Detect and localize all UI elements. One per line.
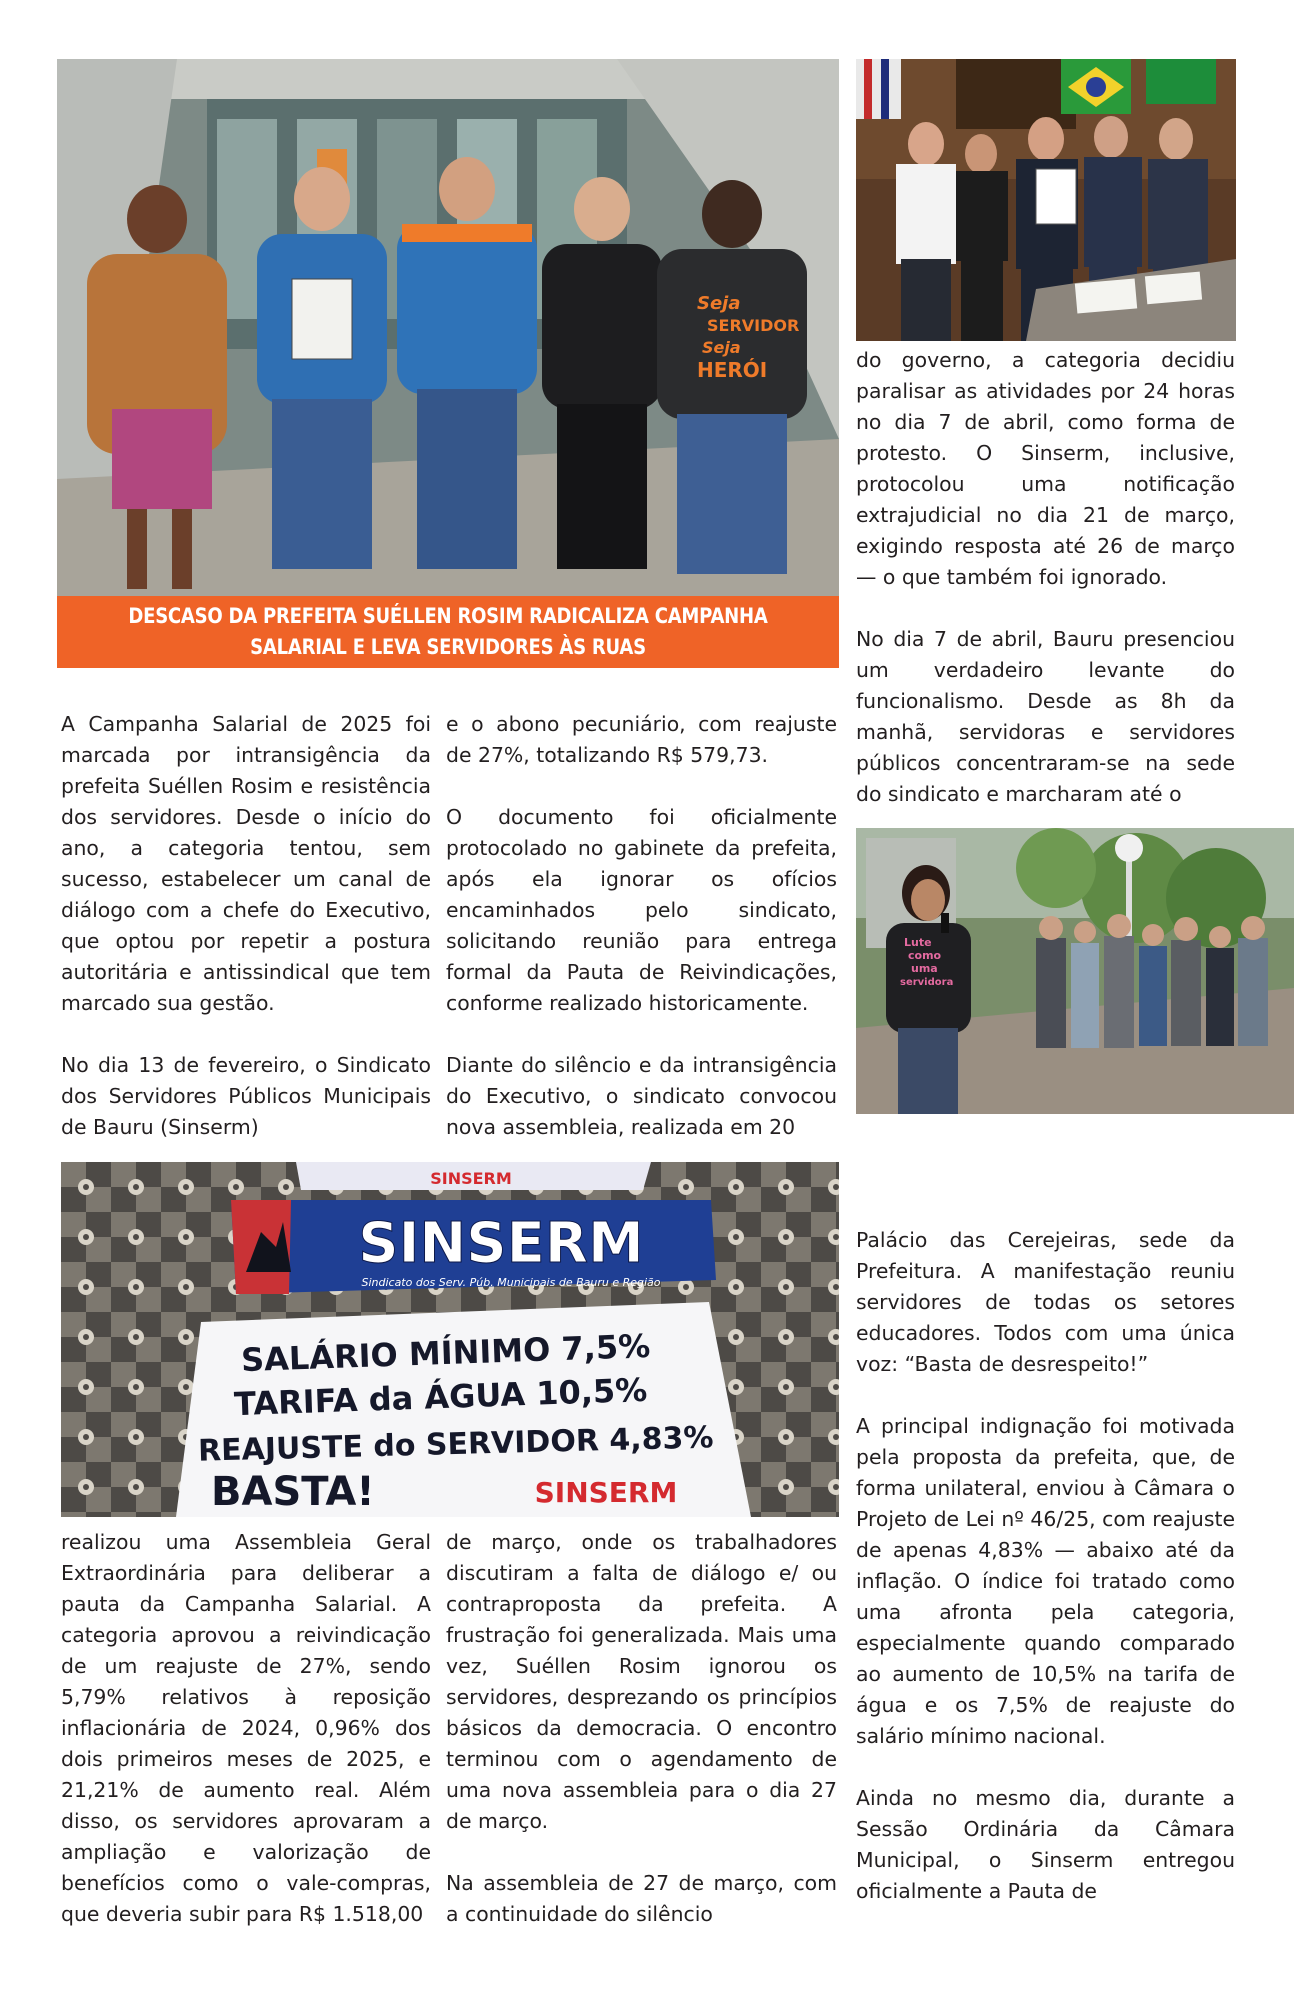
paragraph: A Campanha Salarial de 2025 foi marcada por intransigência da prefeita Suéllen Rosim e resistência dos servidores. Desde o início do ano, a categoria tentou, sem sucesso, estabelecer um canal de diálogo com a chefe do Executivo, que optou por repetir a postura autoritária e antissindical que tem marcado sua gestão. <box>61 712 431 1015</box>
paragraph: realizou uma Assembleia Geral Extraordinária para deliberar a pauta da Campanha Salarial. A categoria aprovou a reivindicação de um reajuste de 27%, sendo 5,79% relativos à reposição inflacionária de 2024, 0,96% dos dois primeiros meses de 2025, e 21,21% de aumento real. Além disso, os servidores aprovaram a ampliação e valorização de benefícios como o vale-compras, que deveria subir para R$ 1.518,00 <box>61 1530 431 1926</box>
shirt-text: SERVIDOR <box>707 316 800 335</box>
headline-text: DESCASO DA PREFEITA SUÉLLEN ROSIM RADICALIZA CAMPANHA SALARIAL E LEVA SERVIDORES ÀS RUAS <box>128 604 768 659</box>
paragraph: Ainda no mesmo dia, durante a Sessão Ordinária da Câmara Municipal, o Sinserm entregou oficialmente a Pauta de <box>856 1786 1235 1903</box>
column-1-top <box>61 709 431 1143</box>
paragraph: O documento foi oficialmente protocolado no gabinete da prefeita, após ela ignorar os ofícios encaminhados pelo sindicato, solicitando reunião para entrega formal da Pauta de Reivindicações, conforme realizado historicamente. <box>446 805 837 1015</box>
paragraph: Na assembleia de 27 de março, com a continuidade do silêncio <box>446 1871 837 1926</box>
shirt-text: Lute <box>904 936 932 949</box>
column-2-bottom <box>446 1527 837 1930</box>
council-photo <box>856 59 1236 341</box>
banner-photo <box>61 1162 839 1517</box>
banner-line: BASTA! <box>211 1469 375 1515</box>
banner-logo-text: SINSERM <box>358 1211 644 1276</box>
paragraph: No dia 13 de fevereiro, o Sindicato dos Servidores Públicos Municipais de Bauru (Sinserm) <box>61 1053 431 1139</box>
group-photo <box>57 59 839 596</box>
shirt-text: HERÓI <box>697 358 768 382</box>
column-1-bottom <box>61 1527 431 1930</box>
paragraph: do governo, a categoria decidiu paralisar as atividades por 24 horas no dia 7 de abril, como forma de protesto. O Sinserm, inclusive, protocolou uma notificação extrajudicial no dia 21 de março, exigindo resposta até 26 de março — o que também foi ignorado. <box>856 348 1235 589</box>
shirt-text: servidora <box>900 977 954 988</box>
banner-top-text: SINSERM <box>430 1169 512 1188</box>
shirt-text: como <box>908 949 942 962</box>
protest-photo <box>856 828 1294 1114</box>
banner-subtitle: Sindicato dos Serv. Púb. Municipais de Bauru e Região <box>361 1276 661 1289</box>
banner-sign: SINSERM <box>534 1476 678 1509</box>
banner-line: REAJUSTE do SERVIDOR 4,83% <box>197 1420 714 1469</box>
paragraph: Diante do silêncio e da intransigência do Executivo, o sindicato convocou nova assembleia, realizada em 20 <box>446 1053 837 1139</box>
paragraph: A principal indignação foi motivada pela proposta da prefeita, que, de forma unilateral, enviou à Câmara o Projeto de Lei nº 46/25, com reajuste de apenas 4,83% — abaixo até da inflação. O índice foi tratado como uma afronta pela categoria, especialmente quando comparado ao aumento de 10,5% na tarifa de água e os 7,5% de reajuste do salário mínimo nacional. <box>856 1414 1235 1748</box>
shirt-text: Seja <box>702 338 741 357</box>
banner-line: SALÁRIO MÍNIMO 7,5% <box>240 1326 651 1380</box>
column-3-top <box>856 345 1235 810</box>
paragraph: No dia 7 de abril, Bauru presenciou um verdadeiro levante do funcionalismo. Desde as 8h da manhã, servidoras e servidores públicos concentraram-se na sede do sindicato e marcharam até o <box>856 627 1235 806</box>
article-headline <box>57 596 839 668</box>
column-2-top <box>446 709 837 1143</box>
paragraph: e o abono pecuniário, com reajuste de 27%, totalizando R$ 579,73. <box>446 712 837 767</box>
column-3-bottom <box>856 1225 1235 1907</box>
shirt-text: uma <box>911 962 938 975</box>
paragraph: de março, onde os trabalhadores discutiram a falta de diálogo e/ ou contraproposta da prefeita. A frustração foi generalizada. Mais uma vez, Suéllen Rosim ignorou os servidores, desprezando os princípios básicos da democracia. O encontro terminou com o agendamento de uma nova assembleia para o dia 27 de março. <box>446 1530 837 1833</box>
shirt-text: Seja <box>697 293 741 314</box>
paragraph: Palácio das Cerejeiras, sede da Prefeitura. A manifestação reuniu servidores de todas os setores educadores. Todos com uma única voz: “Basta de desrespeito!” <box>856 1228 1235 1376</box>
banner-line: TARIFA da ÁGUA 10,5% <box>233 1370 648 1424</box>
